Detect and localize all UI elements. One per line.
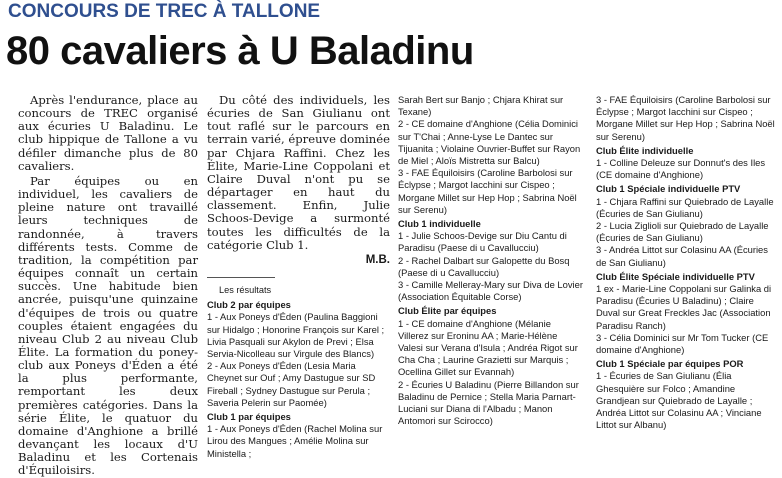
author-signature: M.B. bbox=[365, 253, 390, 266]
result-entry: 1 ex - Marie-Line Coppolani sur Galinka di Paradisu (Écuries U Baladinu) ; Claire Duval sur Great Freckles Jac (Association Paradisu Ranch) bbox=[596, 283, 772, 331]
article-paragraph: Du côté des individuels, les écuries de San Giulianu ont tout raflé sur le parcours en terrain varié, épreuve dominée par Chjara Raffini. Chez les Élite, Marie-Line Coppolani et Claire Duval n'ont pu se départager en haut du classement. Enfin, Julie Schoos-Devige a surmonté toutes les difficultés de la catégorie Club 1. bbox=[207, 93, 390, 252]
results-list-part-2 bbox=[398, 94, 584, 466]
result-entry: 1 - Julie Schoos-Devige sur Diu Cantu di Paradisu (Paese di u Cavallucciu) bbox=[398, 230, 567, 254]
results-list-part-1 bbox=[207, 299, 390, 460]
result-entry: 1 - Aux Poneys d'Éden (Rachel Molina sur Lirou des Mangues ; Amélie Molina sur Ministella ; bbox=[207, 423, 383, 459]
result-entry: 2 - Aux Poneys d'Éden (Lesia Maria Cheynet sur Ouf ; Amy Dastugue sur SD Fireball ; Sydney Dastugue sur Perula ; Saveria Pelerin sur Paomée) bbox=[207, 360, 376, 408]
result-entry: 3 - FAE Équiloisirs (Caroline Barbolosi sur Éclypse ; Margot Iacchini sur Cispeo ; Morgane Millet sur Hep Hop ; Sabrina Noël sur Serenu) bbox=[398, 167, 577, 215]
result-category: Club 1 individuelle bbox=[398, 218, 481, 230]
result-entry: Sarah Bert sur Banjo ; Chjara Khirat sur Texane) bbox=[398, 94, 564, 118]
result-category: Club Élite par équipes bbox=[398, 305, 497, 317]
result-category: Club Élite Spéciale individuelle PTV bbox=[596, 270, 755, 282]
article-kicker: CONCOURS DE TREC À TALLONE bbox=[8, 1, 321, 22]
results-list-part-3 bbox=[596, 94, 780, 466]
result-category: Club 2 par équipes bbox=[207, 299, 291, 311]
article-column-1 bbox=[18, 93, 198, 478]
result-category: Club Élite individuelle bbox=[596, 144, 694, 156]
article-paragraph: Par équipes ou en individuel, les cavaliers de pleine nature ont travaillé leurs techniques de randonnée, à travers différents tests. Comme de tradition, la compétition par équipes connaît un certain succès. Une habitude bien ancrée, puisqu'une quinzaine d'équipes de trois ou quatre couples étaient engagées du niveau Club 2 au niveau Club Élite. La formation du poney-club aux Poneys d'Éden a été la plus performante, remportant les deux premières catégories. Dans la série Élite, le quatuor du domaine d'Anghione a brillé devançant les locaux d'U Baladinu et les Cortenais d'Équiloisirs. bbox=[18, 173, 198, 478]
result-entry: 1 - Chjara Raffini sur Quiebrado de Layalle (Écuries de San Giulianu) bbox=[596, 195, 774, 219]
result-entry: 1 - Aux Poneys d'Éden (Paulina Baggioni sur Hidalgo ; Honorine François sur Karel ; Livia Pasquali sur Akylon de Previ ; Elsa Servia-Nicolleau sur Virgule des Blancs) bbox=[207, 311, 385, 359]
article-headline: 80 cavaliers à U Baladinu bbox=[6, 29, 474, 73]
result-entry: 2 - Lucia Ziglioli sur Quiebrado de Layalle (Écuries de San Giulianu) bbox=[596, 220, 769, 244]
result-entry: 3 - Andréa Littot sur Colasinu AA (Écuries de San Giulianu) bbox=[596, 244, 768, 268]
results-divider bbox=[207, 277, 275, 278]
result-category: Club 1 Spéciale par équipes POR bbox=[596, 358, 744, 370]
result-entry: 1 - CE domaine d'Anghione (Mélanie Villerez sur Eroninu AA ; Marie-Hélène Valesi sur Verana d'Isula ; Andréa Rigot sur Cha Cha ; Laurine Grazietti sur Marquis ; Ocellina Gillet sur Evannah) bbox=[398, 317, 578, 378]
result-entry: 2 - Écuries U Baladinu (Pierre Billandon sur Baladinu de Pernice ; Stella Maria Parnart-Luciani sur Diana di l'Albadu ; Manon Antomori sur Scirocco) bbox=[398, 378, 579, 427]
result-entry: 1 - Écuries de San Giulianu (Élia Ghesquière sur Folco ; Amandine Grandjean sur Quiebrado de Layalle ; Andréa Littot sur Colasinu AA ; Vinciane Littot sur Albanu) bbox=[596, 370, 762, 431]
result-entry: 1 - Colline Deleuze sur Donnut's des Iles (CE domaine d'Anghione) bbox=[596, 157, 766, 181]
result-entry: 3 - Camille Melleray-Mary sur Diva de Lovier (Association Équitable Corse) bbox=[398, 279, 583, 303]
results-heading: Les résultats bbox=[219, 285, 272, 296]
article-paragraph: Après l'endurance, place au concours de TREC organisé aux écuries U Baladinu. Le club hippique de Tallone a vu défiler dimanche plus de 80 cavaliers. bbox=[18, 93, 198, 173]
result-entry: 3 - Célia Dominici sur Mr Tom Tucker (CE domaine d'Anghione) bbox=[596, 331, 769, 356]
result-category: Club 1 Spéciale individuelle PTV bbox=[596, 183, 741, 195]
article-column-2 bbox=[207, 94, 390, 466]
result-entry: 3 - FAE Équiloisirs (Caroline Barbolosi sur Éclypse ; Margot Iacchini sur Cispeo ; Morgane Millet sur Hep Hop ; Sabrina Noël sur Serenu) bbox=[596, 94, 775, 142]
result-entry: 2 - Rachel Dalbart sur Galopette du Bosq (Paese di u Cavallucciu) bbox=[398, 254, 570, 278]
result-entry: 2 - CE domaine d'Anghione (Célia Dominici sur T'Chai ; Anne-Lyse Le Dantec sur Tijuanita ; Violaine Ouvrier-Buffet sur Rayon de Miel ; Aloïs Mistretta sur Balcu) bbox=[398, 118, 581, 167]
result-category: Club 1 par équipes bbox=[207, 411, 291, 423]
